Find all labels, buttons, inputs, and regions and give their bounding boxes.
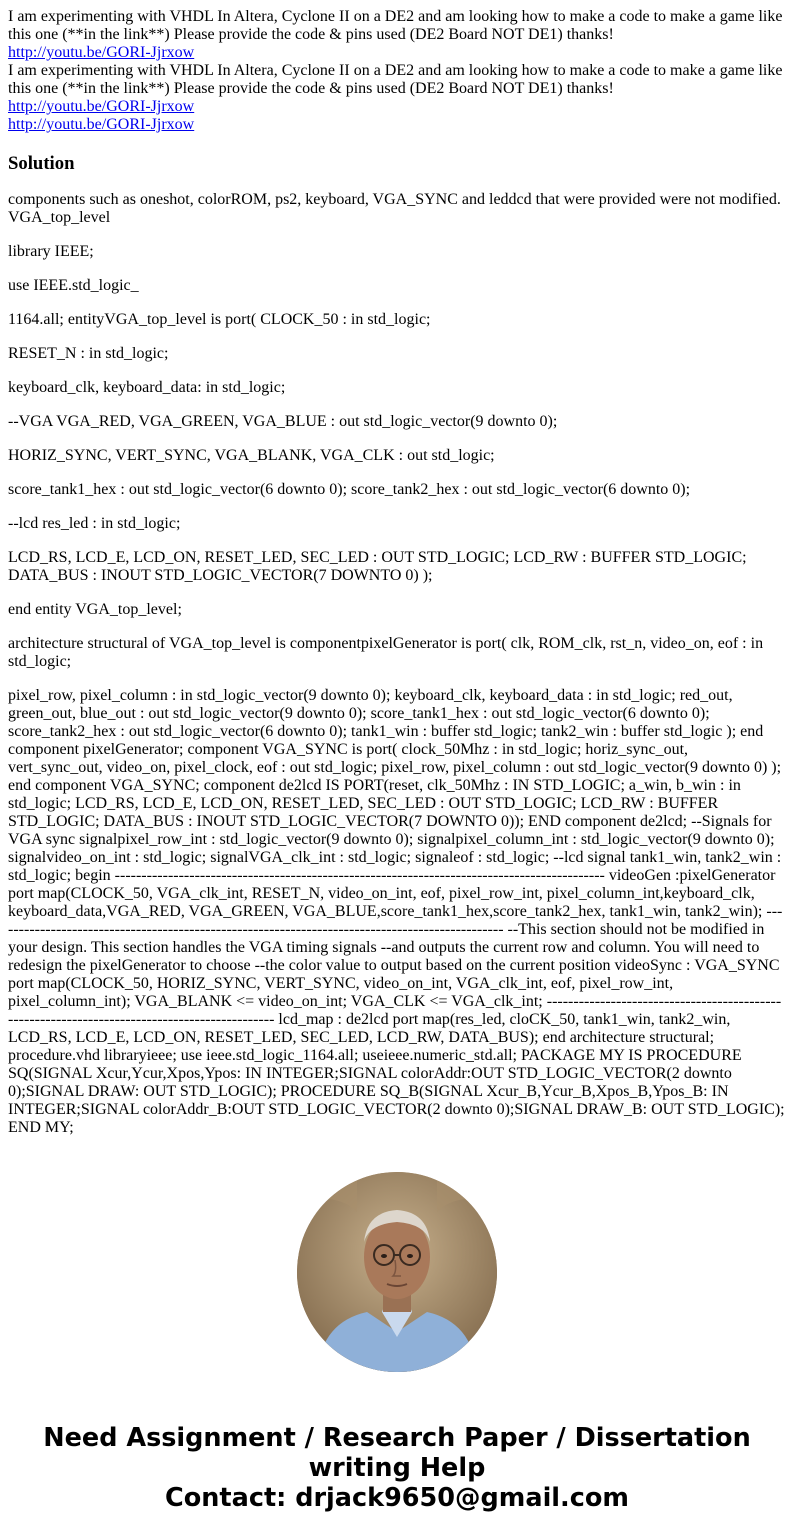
cta-line-2: writing Help: [308, 1453, 486, 1483]
solution-paragraph: 1164.all; entityVGA_top_level is port( CLOCK_50 : in std_logic;: [8, 311, 431, 328]
solution-paragraph: LCD_RS, LCD_E, LCD_ON, RESET_LED, SEC_LED : OUT STD_LOGIC; LCD_RW : BUFFER STD_LOGIC; DATA_BUS : INOUT STD_LOGIC_VECTOR(7 DOWNTO 0) );: [8, 549, 747, 584]
cta-contact-email[interactable]: Contact: drjack9650@gmail.com: [165, 1483, 629, 1513]
solution-paragraph: pixel_row, pixel_column : in std_logic_vector(9 downto 0); keyboard_clk, keyboard_data : in std_logic; red_out, green_out, blue_out : out std_logic_vector(9 downto 0); score_tank1_hex : out std_logic_vector(6 downto 0); score_tank2_hex : out std_logic_vector(6 downto 0); tank1_win : buffer std_logic; tank2_win : buffer std_logic ); end component pixelGenerator; component VGA_SYNC is port( clock_50Mhz : in std_logic; horiz_sync_out, vert_sync_out, video_on, pixel_clock, eof : out std_logic; pixel_row, pixel_column : out std_logic_vector(9 downto 0) ); end component VGA_SYNC; component de2lcd IS PORT(reset, clk_50Mhz : IN STD_LOGIC; a_win, b_win : in std_logic; LCD_RS, LCD_E, LCD_ON, RESET_LED, SEC_LED : OUT STD_LOGIC; LCD_RW : BUFFER STD_LOGIC; DATA_BUS : INOUT STD_LOGIC_VECTOR(7 DOWNTO 0)); END component de2lcd; --Signals for VGA sync signalpixel_row_int : std_logic_vector(9 downto 0); signalpixel_column_int : std_logic_vector(9 downto 0); signalvideo_on_int : std_logic; signalVGA_clk_int : std_logic; signaleof : std_logic; --lcd signal tank1_win, tank2_win : std_logic; begin -------------------------------------------------------------------------------------------- videoGen :pixelGenerator port map(CLOCK_50, VGA_clk_int, RESET_N, video_on_int, eof, pixel_row_int, pixel_column_int,keyboard_clk, keyboard_data,VGA_RED, VGA_GREEN, VGA_BLUE,score_tank1_hex,score_tank2_hex, tank1_win, tank2_win); ------------------------------------------------------------------------------------------------ --This section should not be modified in your design. This section handles the VGA timing signals --and outputs the current row and column. You will need to redesign the pixelGenerator to choose --the color value to output based on the current position videoSync : VGA_SYNC port map(CLOCK_50, HORIZ_SYNC, VERT_SYNC, video_on_int, VGA_clk_int, eof, pixel_row_int, pixel_column_int); VGA_BLANK <= video_on_int; VGA_CLK <= VGA_clk_int; ---------------------------------------------------------------------------------------------- lcd_map : de2lcd port map(res_led, cloCK_50, tank1_win, tank2_win, LCD_RS, LCD_E, LCD_ON, RESET_LED, SEC_LED, LCD_RW, DATA_BUS); end architecture structural; procedure.vhd libraryieee; use ieee.std_logic_1164.all; useieee.numeric_std.all; PACKAGE MY IS PROCEDURE SQ(SIGNAL Xcur,Ycur,Xpos,Ypos: IN INTEGER;SIGNAL colorAddr:OUT STD_LOGIC_VECTOR(2 downto 0);SIGNAL DRAW: OUT STD_LOGIC); PROCEDURE SQ_B(SIGNAL Xcur_B,Ycur_B,Xpos_B,Ypos_B: IN INTEGER;SIGNAL colorAddr_B:OUT STD_LOGIC_VECTOR(2 downto 0);SIGNAL DRAW_B: OUT STD_LOGIC); END MY;: [8, 687, 785, 1136]
question-text: I am experimenting with VHDL In Altera, Cyclone II on a DE2 and am looking how to make a code to make a game like this one (**in the link**) Please provide the code & pins used (DE2 Board NOT DE1) thanks!: [8, 8, 783, 43]
solution-paragraph: library IEEE;: [8, 243, 94, 260]
solution-paragraph: score_tank1_hex : out std_logic_vector(6 downto 0); score_tank2_hex : out std_logic_vector(6 downto 0);: [8, 481, 691, 498]
solution-paragraph: use IEEE.std_logic_: [8, 277, 139, 294]
solution-body: [8, 191, 786, 1137]
solution-paragraph: --lcd res_led : in std_logic;: [8, 515, 181, 532]
video-link[interactable]: http://youtu.be/GORI-Jjrxow: [8, 44, 195, 61]
question-block: [8, 8, 786, 134]
avatar-portrait: [297, 1172, 497, 1372]
cta-line-1: Need Assignment / Research Paper / Dissertation: [43, 1423, 751, 1453]
solution-paragraph: keyboard_clk, keyboard_data: in std_logic;: [8, 379, 286, 396]
question-text-repeat: I am experimenting with VHDL In Altera, Cyclone II on a DE2 and am looking how to make a code to make a game like this one (**in the link**) Please provide the code & pins used (DE2 Board NOT DE1) thanks!: [8, 62, 783, 97]
avatar: [297, 1172, 497, 1372]
video-link-repeat-1[interactable]: http://youtu.be/GORI-Jjrxow: [8, 98, 195, 115]
solution-paragraph: architecture structural of VGA_top_level is componentpixelGenerator is port( clk, ROM_clk, rst_n, video_on, eof : in std_logic;: [8, 635, 764, 670]
solution-paragraph: components such as oneshot, colorROM, ps2, keyboard, VGA_SYNC and leddcd that were provided were not modified. VGA_top_level: [8, 191, 781, 226]
solution-paragraph: RESET_N : in std_logic;: [8, 345, 169, 362]
avatar-container: [8, 1172, 786, 1372]
video-link-repeat-2[interactable]: http://youtu.be/GORI-Jjrxow: [8, 116, 195, 133]
solution-heading: Solution: [8, 153, 75, 174]
solution-paragraph: end entity VGA_top_level;: [8, 601, 182, 618]
contact-banner: [8, 1423, 786, 1513]
solution-paragraph: --VGA VGA_RED, VGA_GREEN, VGA_BLUE : out std_logic_vector(9 downto 0);: [8, 413, 558, 430]
solution-paragraph: HORIZ_SYNC, VERT_SYNC, VGA_BLANK, VGA_CLK : out std_logic;: [8, 447, 495, 464]
